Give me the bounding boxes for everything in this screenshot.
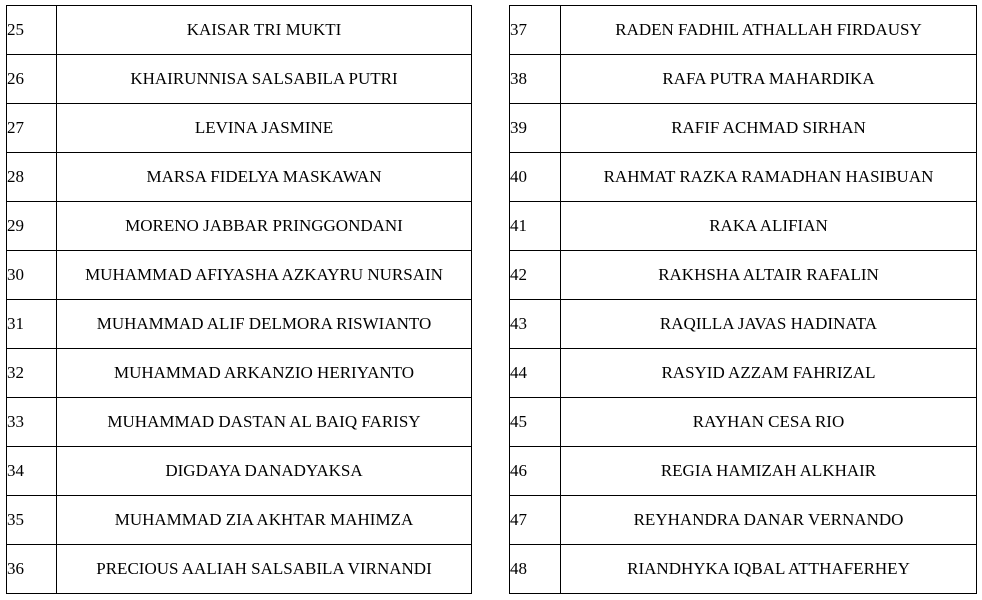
student-number-cell: 46: [510, 447, 561, 496]
student-table-right-body: [510, 6, 977, 594]
table-row: [7, 202, 472, 251]
student-name-cell: RAKHSHA ALTAIR RAFALIN: [561, 251, 977, 300]
student-number-cell: 30: [7, 251, 57, 300]
student-number-cell: 29: [7, 202, 57, 251]
student-number-cell: 37: [510, 6, 561, 55]
student-number-cell: 39: [510, 104, 561, 153]
table-row: [510, 398, 977, 447]
student-name-cell: DIGDAYA DANADYAKSA: [57, 447, 472, 496]
student-number-cell: 25: [7, 6, 57, 55]
student-name-cell: MUHAMMAD ZIA AKHTAR MAHIMZA: [57, 496, 472, 545]
table-row: [510, 6, 977, 55]
table-row: [7, 496, 472, 545]
table-row: [7, 251, 472, 300]
student-name-cell: RAYHAN CESA RIO: [561, 398, 977, 447]
student-name-cell: RASYID AZZAM FAHRIZAL: [561, 349, 977, 398]
student-name-cell: KAISAR TRI MUKTI: [57, 6, 472, 55]
student-number-cell: 43: [510, 300, 561, 349]
student-name-cell: PRECIOUS AALIAH SALSABILA VIRNANDI: [57, 545, 472, 594]
student-number-cell: 44: [510, 349, 561, 398]
student-number-cell: 40: [510, 153, 561, 202]
student-name-cell: RADEN FADHIL ATHALLAH FIRDAUSY: [561, 6, 977, 55]
student-number-cell: 36: [7, 545, 57, 594]
student-number-cell: 41: [510, 202, 561, 251]
table-row: [7, 349, 472, 398]
student-number-cell: 47: [510, 496, 561, 545]
student-table-left-body: [7, 6, 472, 594]
table-row: [7, 545, 472, 594]
student-name-cell: MARSA FIDELYA MASKAWAN: [57, 153, 472, 202]
table-row: [510, 202, 977, 251]
table-row: [510, 300, 977, 349]
student-number-cell: 28: [7, 153, 57, 202]
student-name-cell: MUHAMMAD ARKANZIO HERIYANTO: [57, 349, 472, 398]
table-row: [510, 251, 977, 300]
student-table-left: [6, 5, 472, 594]
student-name-cell: MUHAMMAD DASTAN AL BAIQ FARISY: [57, 398, 472, 447]
student-name-cell: MUHAMMAD ALIF DELMORA RISWIANTO: [57, 300, 472, 349]
student-name-cell: REYHANDRA DANAR VERNANDO: [561, 496, 977, 545]
table-row: [7, 153, 472, 202]
student-name-cell: RIANDHYKA IQBAL ATTHAFERHEY: [561, 545, 977, 594]
student-name-cell: RAFA PUTRA MAHARDIKA: [561, 55, 977, 104]
student-name-cell: RAQILLA JAVAS HADINATA: [561, 300, 977, 349]
table-row: [510, 447, 977, 496]
student-number-cell: 34: [7, 447, 57, 496]
student-number-cell: 26: [7, 55, 57, 104]
student-number-cell: 35: [7, 496, 57, 545]
student-number-cell: 38: [510, 55, 561, 104]
student-name-cell: LEVINA JASMINE: [57, 104, 472, 153]
student-number-cell: 48: [510, 545, 561, 594]
student-number-cell: 33: [7, 398, 57, 447]
student-table-right: [509, 5, 977, 594]
student-number-cell: 32: [7, 349, 57, 398]
table-row: [7, 398, 472, 447]
table-row: [510, 55, 977, 104]
student-number-cell: 31: [7, 300, 57, 349]
student-name-cell: KHAIRUNNISA SALSABILA PUTRI: [57, 55, 472, 104]
table-row: [7, 6, 472, 55]
table-row: [7, 300, 472, 349]
student-name-cell: MORENO JABBAR PRINGGONDANI: [57, 202, 472, 251]
student-name-cell: MUHAMMAD AFIYASHA AZKAYRU NURSAIN: [57, 251, 472, 300]
table-row: [510, 349, 977, 398]
student-number-cell: 45: [510, 398, 561, 447]
student-name-cell: RAHMAT RAZKA RAMADHAN HASIBUAN: [561, 153, 977, 202]
student-number-cell: 27: [7, 104, 57, 153]
table-row: [7, 447, 472, 496]
student-name-cell: REGIA HAMIZAH ALKHAIR: [561, 447, 977, 496]
table-row: [510, 545, 977, 594]
table-row: [510, 496, 977, 545]
student-name-cell: RAKA ALIFIAN: [561, 202, 977, 251]
student-name-cell: RAFIF ACHMAD SIRHAN: [561, 104, 977, 153]
student-number-cell: 42: [510, 251, 561, 300]
table-row: [7, 55, 472, 104]
table-row: [510, 104, 977, 153]
table-row: [7, 104, 472, 153]
table-row: [510, 153, 977, 202]
